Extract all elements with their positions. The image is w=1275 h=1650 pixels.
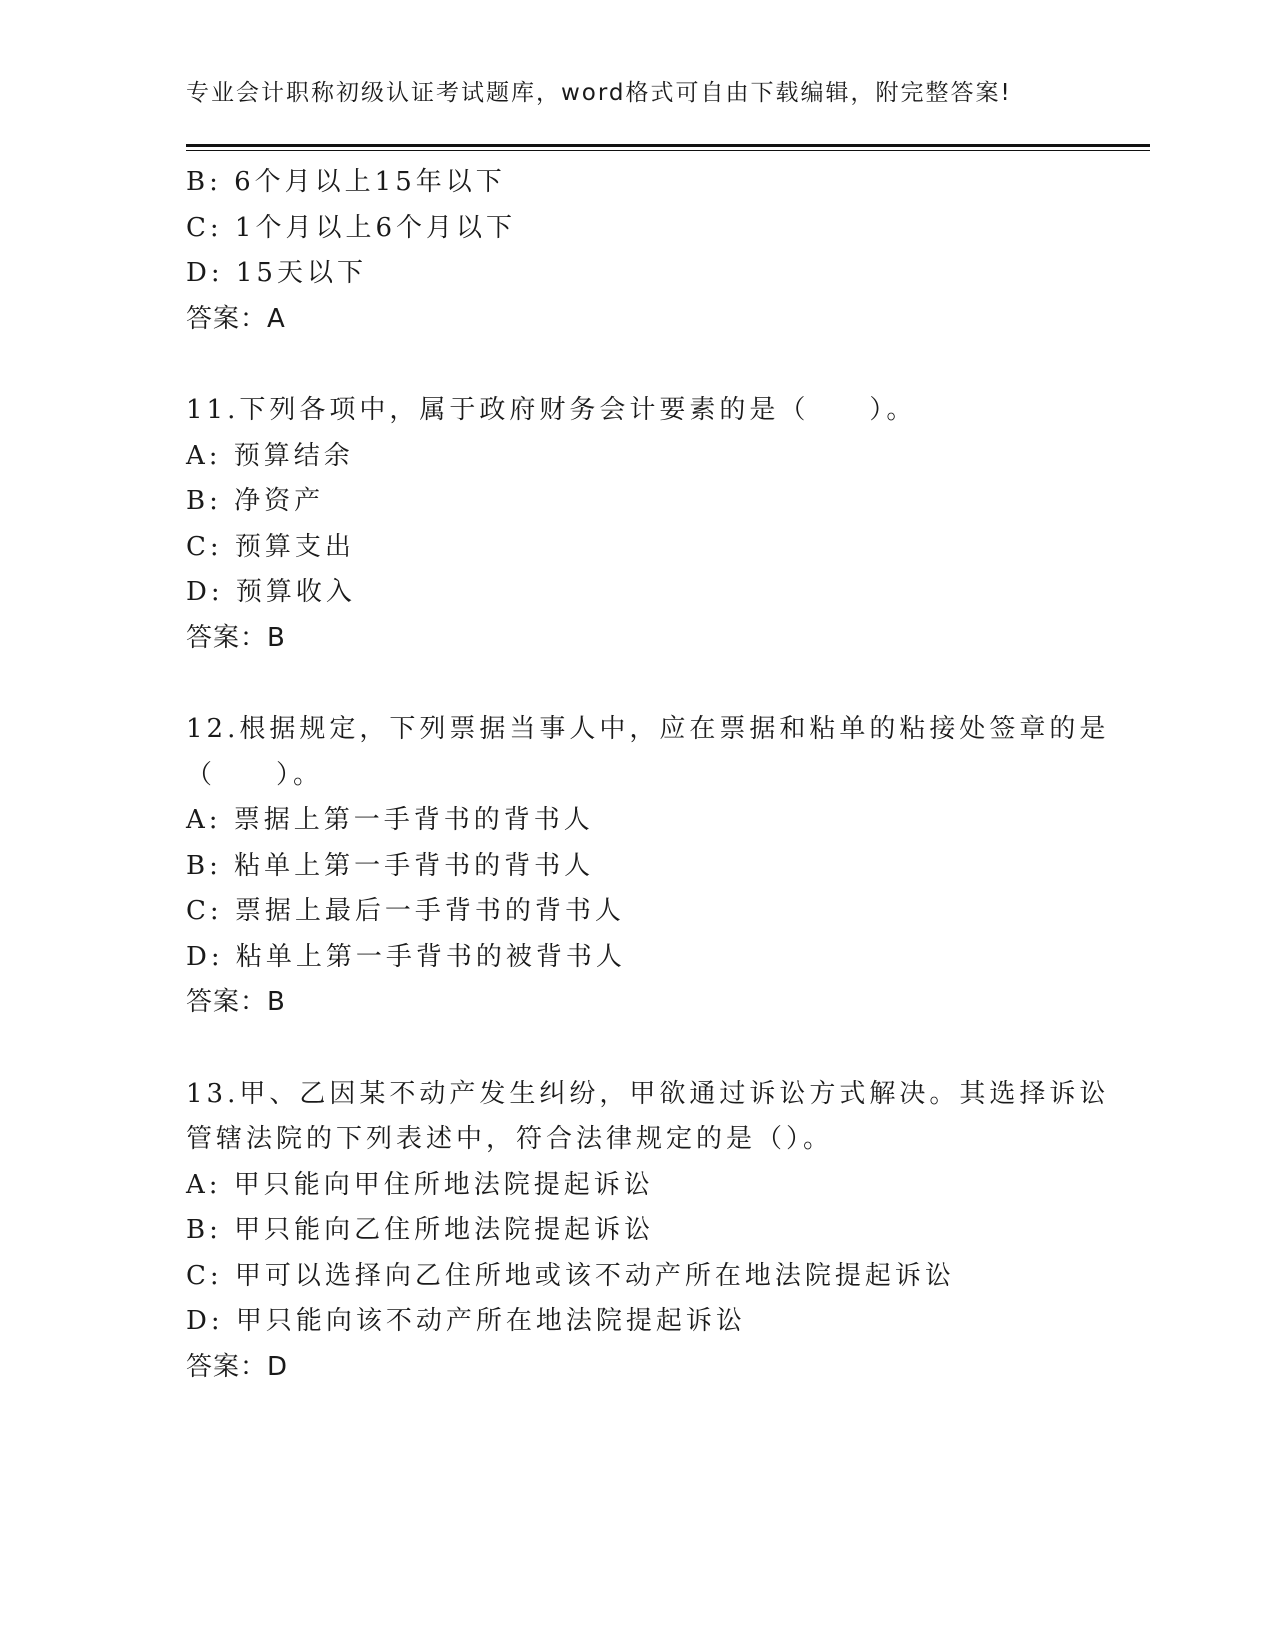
answer-label: 答案：D [186,1351,289,1382]
question-stem-line-1: 12.根据规定，下列票据当事人中，应在票据和粘单的粘接处签章的是 [186,714,1110,744]
option-d: D: 15天以下 [186,258,367,288]
option-b: B: 6个月以上15年以下 [186,167,506,197]
option-d: D: 预算收入 [186,577,356,607]
question-stem-line-2: 管辖法院的下列表述中，符合法律规定的是（）。 [186,1124,834,1154]
question-content [186,160,1110,1390]
option-d: D: 甲只能向该不动产所在地法院提起诉讼 [186,1306,746,1336]
option-c: C: 票据上最后一手背书的背书人 [186,896,625,926]
option-c: C: 甲可以选择向乙住所地或该不动产所在地法院提起诉讼 [186,1260,955,1291]
option-a: A: 票据上第一手背书的背书人 [186,805,594,835]
answer-label: 答案：A [186,303,286,334]
header-rule-thick [186,144,1150,147]
question-stem-line-1: 13.甲、乙因某不动产发生纠纷，甲欲通过诉讼方式解决。其选择诉讼 [186,1078,1110,1109]
option-d: D: 粘单上第一手背书的被背书人 [186,941,626,972]
page-header: 专业会计职称初级认证考试题库，word格式可自由下载编辑，附完整答案! [186,80,1012,106]
option-a: A: 预算结余 [186,440,354,471]
option-b: B: 粘单上第一手背书的背书人 [186,850,595,881]
header-rule-thin [186,150,1150,151]
option-c: C: 预算支出 [186,531,355,562]
answer-label: 答案：B [186,987,286,1017]
question-stem: 11.下列各项中，属于政府财务会计要素的是（ ）。 [186,395,917,425]
question-stem-line-2: （ ）。 [186,759,324,790]
option-b: B: 净资产 [186,486,325,516]
question-11 [186,388,1086,661]
question-10 [186,160,1086,342]
answer-label: 答案：B [186,622,286,653]
option-c: C: 1个月以上6个月以下 [186,212,517,243]
option-b: B: 甲只能向乙住所地法院提起诉讼 [186,1215,655,1245]
question-12 [186,707,1110,1026]
question-13 [186,1072,1110,1391]
option-a: A: 甲只能向甲住所地法院提起诉讼 [186,1169,654,1200]
